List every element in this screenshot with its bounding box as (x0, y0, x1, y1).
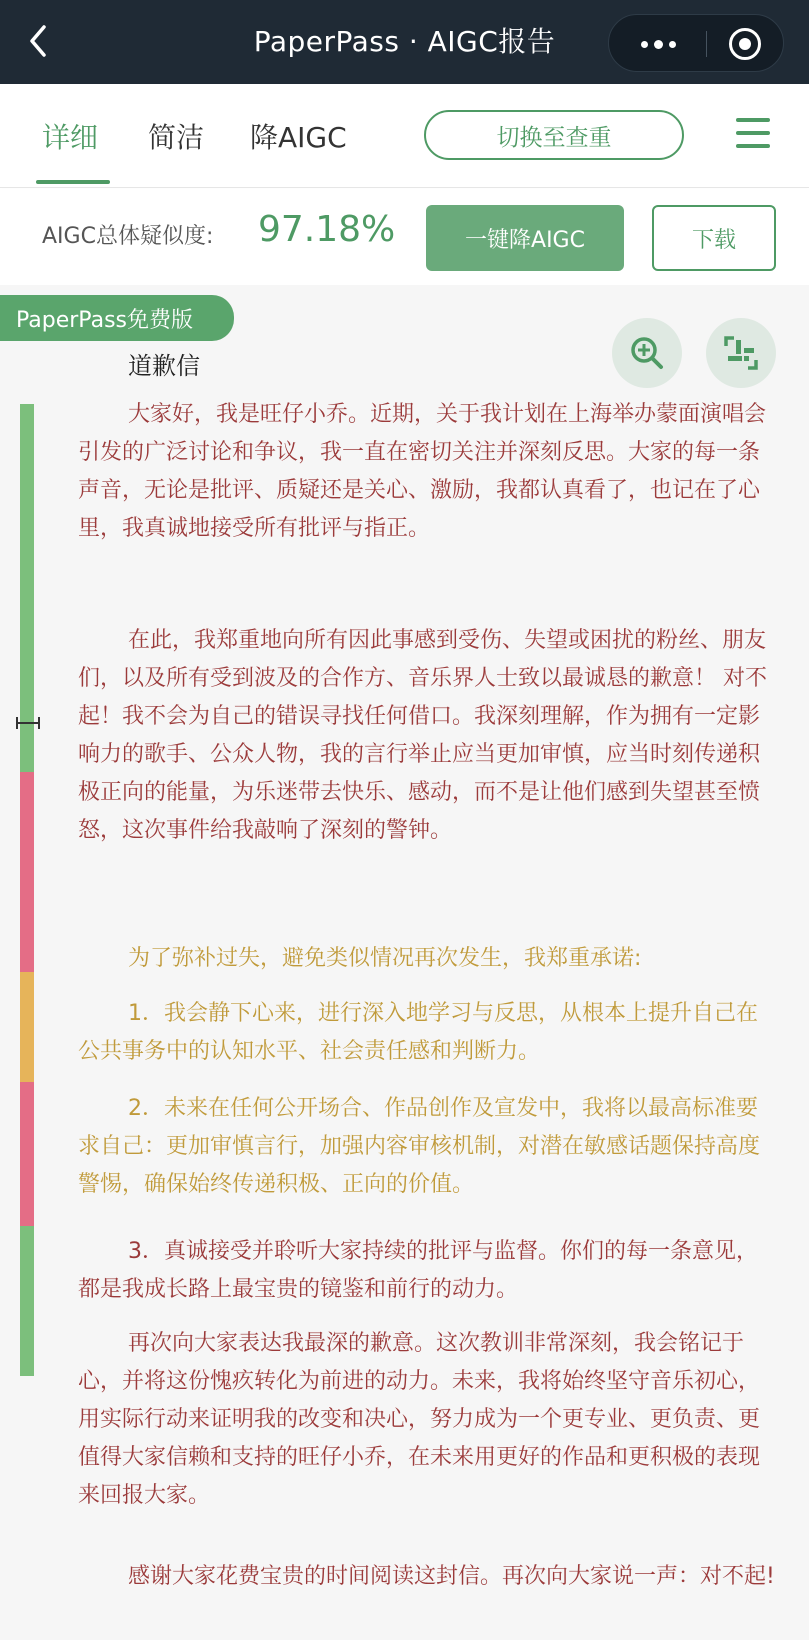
summary-bar (0, 189, 809, 285)
switch-to-check-button[interactable]: 切换至查重 (424, 110, 684, 160)
paragraph: 在此，我郑重地向所有因此事感到受伤、失望或困扰的粉丝、朋友们，以及所有受到波及的合作方、音乐界人士致以最诚恳的歉意！ 对不起！我不会为自己的错误寻找任何借口。我深刻理解，作为拥有一定影响力的歌手、公众人物，我的言行举止应当更加审慎，应当时刻传递积极正向的能量，为乐迷带去快乐、感动，而不是让他们感到失望甚至愤怒，这次事件给我敲响了深刻的警钟。 (78, 628, 767, 843)
free-version-ribbon: PaperPass免费版 (0, 295, 234, 341)
aigc-bar-segment (20, 972, 34, 1082)
download-button[interactable]: 下载 (652, 205, 776, 271)
tab-concise[interactable]: 简洁 (148, 121, 205, 154)
reduce-aigc-button[interactable]: 一键降AIGC (426, 205, 624, 271)
paragraph: 1．我会静下心来，进行深入地学习与反思，从根本上提升自己在公共事务中的认知水平、社会责任感和判断力。 (78, 1001, 758, 1064)
scan-button[interactable] (706, 318, 776, 388)
paragraph: 感谢大家花费宝贵的时间阅读这封信。再次向大家说一声：对不起! (128, 1564, 775, 1589)
hamburger-menu-icon[interactable] (736, 118, 770, 148)
position-marker-icon[interactable] (14, 716, 42, 730)
similarity-label: AIGC总体疑似度: (42, 224, 214, 249)
paragraph: 为了弥补过失，避免类似情况再次发生，我郑重承诺: (128, 946, 642, 971)
similarity-value: 97.18% (258, 209, 396, 250)
aigc-bar-segment (20, 1226, 34, 1376)
letter-title: 道歉信 (128, 352, 200, 380)
tab-bar (0, 84, 809, 188)
more-dots-icon[interactable] (631, 27, 685, 61)
aigc-bar-segment (20, 772, 34, 972)
paragraph: 3．真诚接受并聆听大家持续的批评与监督。你们的每一条意见，都是我成长路上最宝贵的镜鉴和前行的动力。 (78, 1239, 758, 1302)
mini-program-capsule (608, 14, 784, 72)
page-title: PaperPass · AIGC报告 (253, 25, 556, 58)
zoom-in-button[interactable] (612, 318, 682, 388)
record-circle-icon[interactable] (729, 28, 761, 60)
aigc-bar-segment (20, 1082, 34, 1226)
top-bar (0, 0, 809, 84)
tab-detail[interactable]: 详细 (42, 121, 99, 154)
tab-reduce-aigc[interactable]: 降AIGC (250, 121, 347, 154)
paragraph: 再次向大家表达我最深的歉意。这次教训非常深刻，我会铭记于心，并将这份愧疚转化为前进的动力。未来，我将始终坚守音乐初心，用实际行动来证明我的改变和决心，努力成为一个更专业、更负责、更值得大家信赖和支持的旺仔小乔，在未来用更好的作品和更积极的表现来回报大家。 (78, 1331, 761, 1508)
zoom-in-icon (628, 334, 666, 372)
active-tab-indicator (36, 180, 110, 184)
scan-icon (722, 334, 760, 372)
capsule-divider (706, 31, 707, 57)
paragraph: 2．未来在任何公开场合、作品创作及宣发中，我将以最高标准要求自己：更加审慎言行，加强内容审核机制，对潜在敏感话题保持高度警惕，确保始终传递积极、正向的价值。 (78, 1096, 761, 1197)
paragraph: 大家好，我是旺仔小乔。近期，关于我计划在上海举办蒙面演唱会引发的广泛讨论和争议，我一直在密切关注并深刻反思。大家的每一条声音，无论是批评、质疑还是关心、激励，我都认真看了，也记在了心里，我真诚地接受所有批评与指正。 (78, 402, 767, 541)
